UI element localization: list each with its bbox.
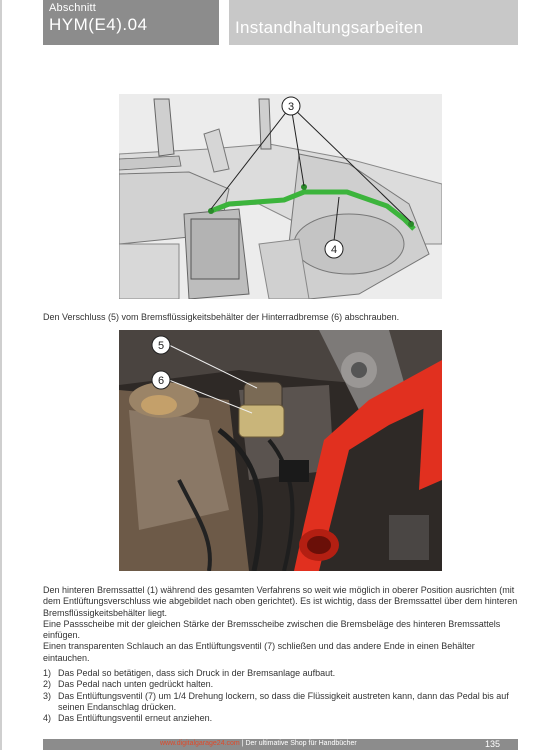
step-text: Das Pedal nach unten gedrückt halten. — [58, 679, 214, 690]
step-text: Das Entlüftungsventil erneut anziehen. — [58, 713, 213, 724]
step-item — [43, 679, 521, 690]
callout-5: 5 — [157, 340, 165, 352]
step-number: 4) — [43, 713, 52, 724]
page-edge — [0, 0, 2, 750]
chapter-title: Instandhaltungsarbeiten — [235, 18, 424, 37]
callout-4: 4 — [330, 244, 338, 256]
step-text: Das Entlüftungsventil (7) um 1/4 Drehung lockern, so dass die Flüssigkeit austreten kann, dann das Pedal bis auf seinen Endanschlag drücken. — [58, 690, 509, 712]
chapter-header — [229, 0, 518, 45]
footer-site-link[interactable]: www.digitalgarage24.com — [160, 740, 240, 747]
step-item — [43, 668, 521, 679]
page-number: 135 — [484, 739, 500, 749]
paragraph: Einen transparenten Schlauch an das Entlüftungsventil (7) schließen und das andere Ende in einen Behälter eintauchen. — [43, 641, 475, 663]
footer-separator: | — [239, 740, 246, 747]
footer-promo — [160, 740, 357, 747]
figure-brake-line — [119, 94, 442, 299]
step-item — [43, 691, 521, 714]
footer-tagline: Der ultimative Shop für Handbücher — [245, 740, 357, 747]
step-number: 3) — [43, 690, 52, 701]
callout-6: 6 — [157, 375, 165, 387]
figure-caption: Den Verschluss (5) vom Bremsflüssigkeitsbehälter der Hinterradbremse (6) abschrauben. — [43, 312, 400, 322]
callout-3: 3 — [287, 101, 295, 113]
step-text: Das Pedal so betätigen, dass sich Druck in der Bremsanlage aufbaut. — [58, 668, 336, 678]
procedure-intro — [43, 585, 521, 664]
brake-line-illustration — [119, 94, 442, 299]
paragraph: Eine Passscheibe mit der gleichen Stärke der Bremsscheibe zwischen die Bremsbeläge des hinteren Bremssattels einfügen. — [43, 618, 501, 641]
figure-brake-reservoir-photo — [119, 330, 442, 571]
page-footer — [43, 739, 518, 750]
brake-reservoir-photo — [119, 330, 442, 571]
step-item — [43, 713, 521, 724]
paragraph: Den hinteren Bremssattel (1) während des gesamten Verfahrens so weit wie möglich in oberer Position ausrichten (mit dem Entlüftungsverschluss wie abgebildet nach oben gerichtet). Es ist wichtig, dass der Bremssattel über dem hinteren Bremsflüssigkeitsbehälter liegt. — [43, 585, 518, 618]
step-number: 1) — [43, 668, 52, 678]
section-header — [43, 0, 219, 45]
section-code: HYM(E4).04 — [49, 15, 148, 34]
step-number: 2) — [43, 679, 52, 690]
section-label: Abschnitt — [49, 2, 97, 14]
procedure-steps — [43, 668, 521, 724]
